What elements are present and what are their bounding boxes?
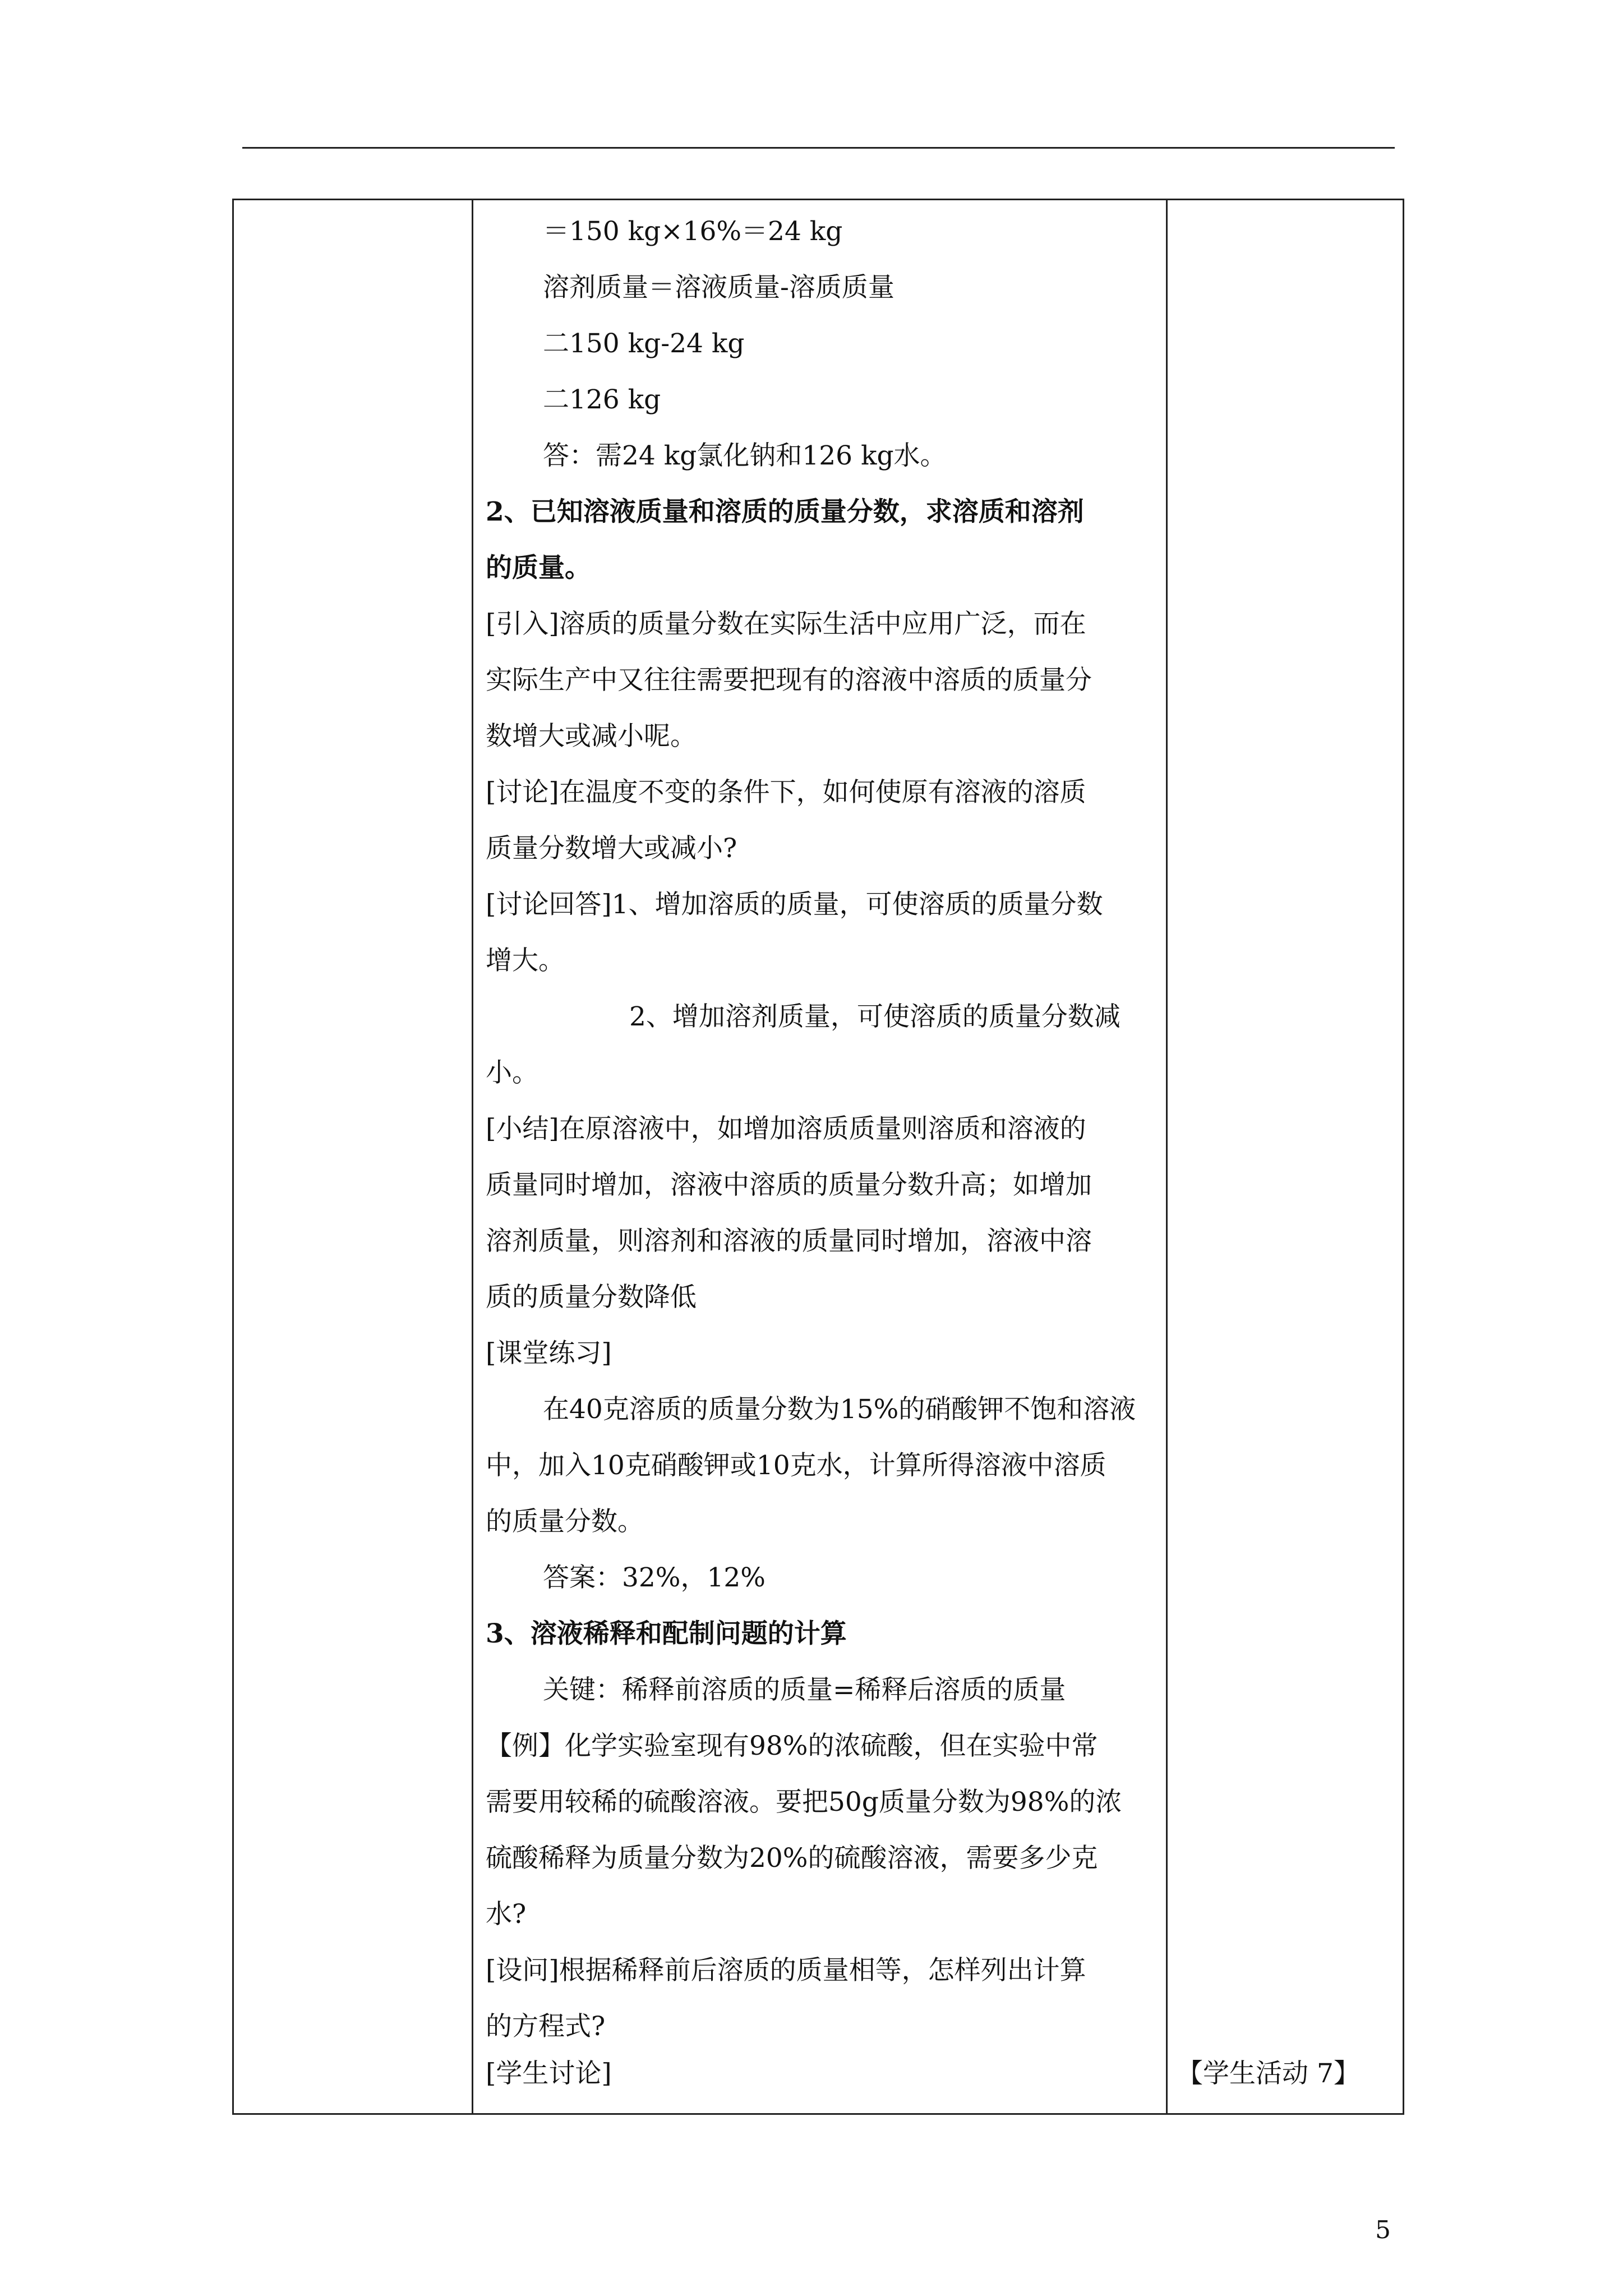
discussion-answer-line: 2、增加溶剂质量，可使溶质的质量分数减 [629,1001,1121,1032]
question-line: [设问]根据稀释前后溶质的质量相等，怎样列出计算 [486,1955,1086,1986]
exercise-heading: [课堂练习] [486,1338,612,1369]
section-2-heading-cont: 的质量。 [486,553,591,583]
discussion-answer-line: [讨论回答]1、增加溶质的质量，可使溶质的质量分数 [486,889,1103,920]
intro-paragraph-line: 数增大或减小呢。 [486,721,697,752]
discussion-line: [讨论]在温度不变的条件下，如何使原有溶液的溶质 [486,777,1086,808]
section-3-heading: 3、溶液稀释和配制问题的计算 [486,1618,847,1649]
question-line: 的方程式? [486,2011,606,2042]
discussion-answer-line: 小。 [486,1057,538,1088]
key-point: 关键：稀释前溶质的质量=稀释后溶质的质量 [543,1674,1066,1705]
summary-line: 溶剂质量，则溶剂和溶液的质量同时增加，溶液中溶 [486,1226,1092,1257]
page-number: 5 [1375,2216,1391,2244]
column-divider-left [472,200,473,2113]
example-line: 硫酸稀释为质量分数为20%的硫酸溶液，需要多少克 [486,1843,1098,1874]
answer-line: 答：需24 kg氯化钠和126 kg水。 [543,440,947,471]
lesson-content [486,199,1170,2112]
exercise-answer: 答案：32%，12% [543,1562,766,1593]
header-rule [242,147,1395,149]
intro-paragraph-line: [引入]溶质的质量分数在实际生活中应用广泛，而在 [486,609,1086,639]
exercise-question-line: 中，加入10克硝酸钾或10克水，计算所得溶液中溶质 [486,1450,1106,1481]
summary-line: 质的质量分数降低 [486,1282,697,1313]
student-activity-label: 【学生活动 7】 [1177,2058,1360,2089]
intro-paragraph-line: 实际生产中又往往需要把现有的溶液中溶质的质量分 [486,665,1092,696]
example-line: 【例】化学实验室现有98%的浓硫酸，但在实验中常 [486,1731,1098,1761]
exercise-question-line: 的质量分数。 [486,1506,644,1537]
summary-line: [小结]在原溶液中，如增加溶质质量则溶质和溶液的 [486,1114,1086,1144]
section-2-heading: 2、已知溶液质量和溶质的质量分数，求溶质和溶剂 [486,496,1084,527]
calc-solute-result: ＝150 kg×16%＝24 kg [543,216,843,247]
discussion-answer-line: 增大。 [486,945,565,976]
solvent-formula: 溶剂质量＝溶液质量-溶质质量 [543,272,895,303]
example-line: 需要用较稀的硫酸溶液。要把50g质量分数为98%的浓 [486,1787,1122,1818]
example-line: 水? [486,1899,527,1930]
discussion-line: 质量分数增大或减小? [486,833,737,864]
summary-line: 质量同时增加，溶液中溶质的质量分数升高；如增加 [486,1170,1092,1200]
exercise-question-line: 在40克溶质的质量分数为15%的硝酸钾不饱和溶液 [543,1394,1136,1425]
solvent-calc-result: 二126 kg [543,384,661,415]
solvent-calc-step: 二150 kg-24 kg [543,328,745,359]
student-discussion: [学生讨论] [486,2058,612,2089]
